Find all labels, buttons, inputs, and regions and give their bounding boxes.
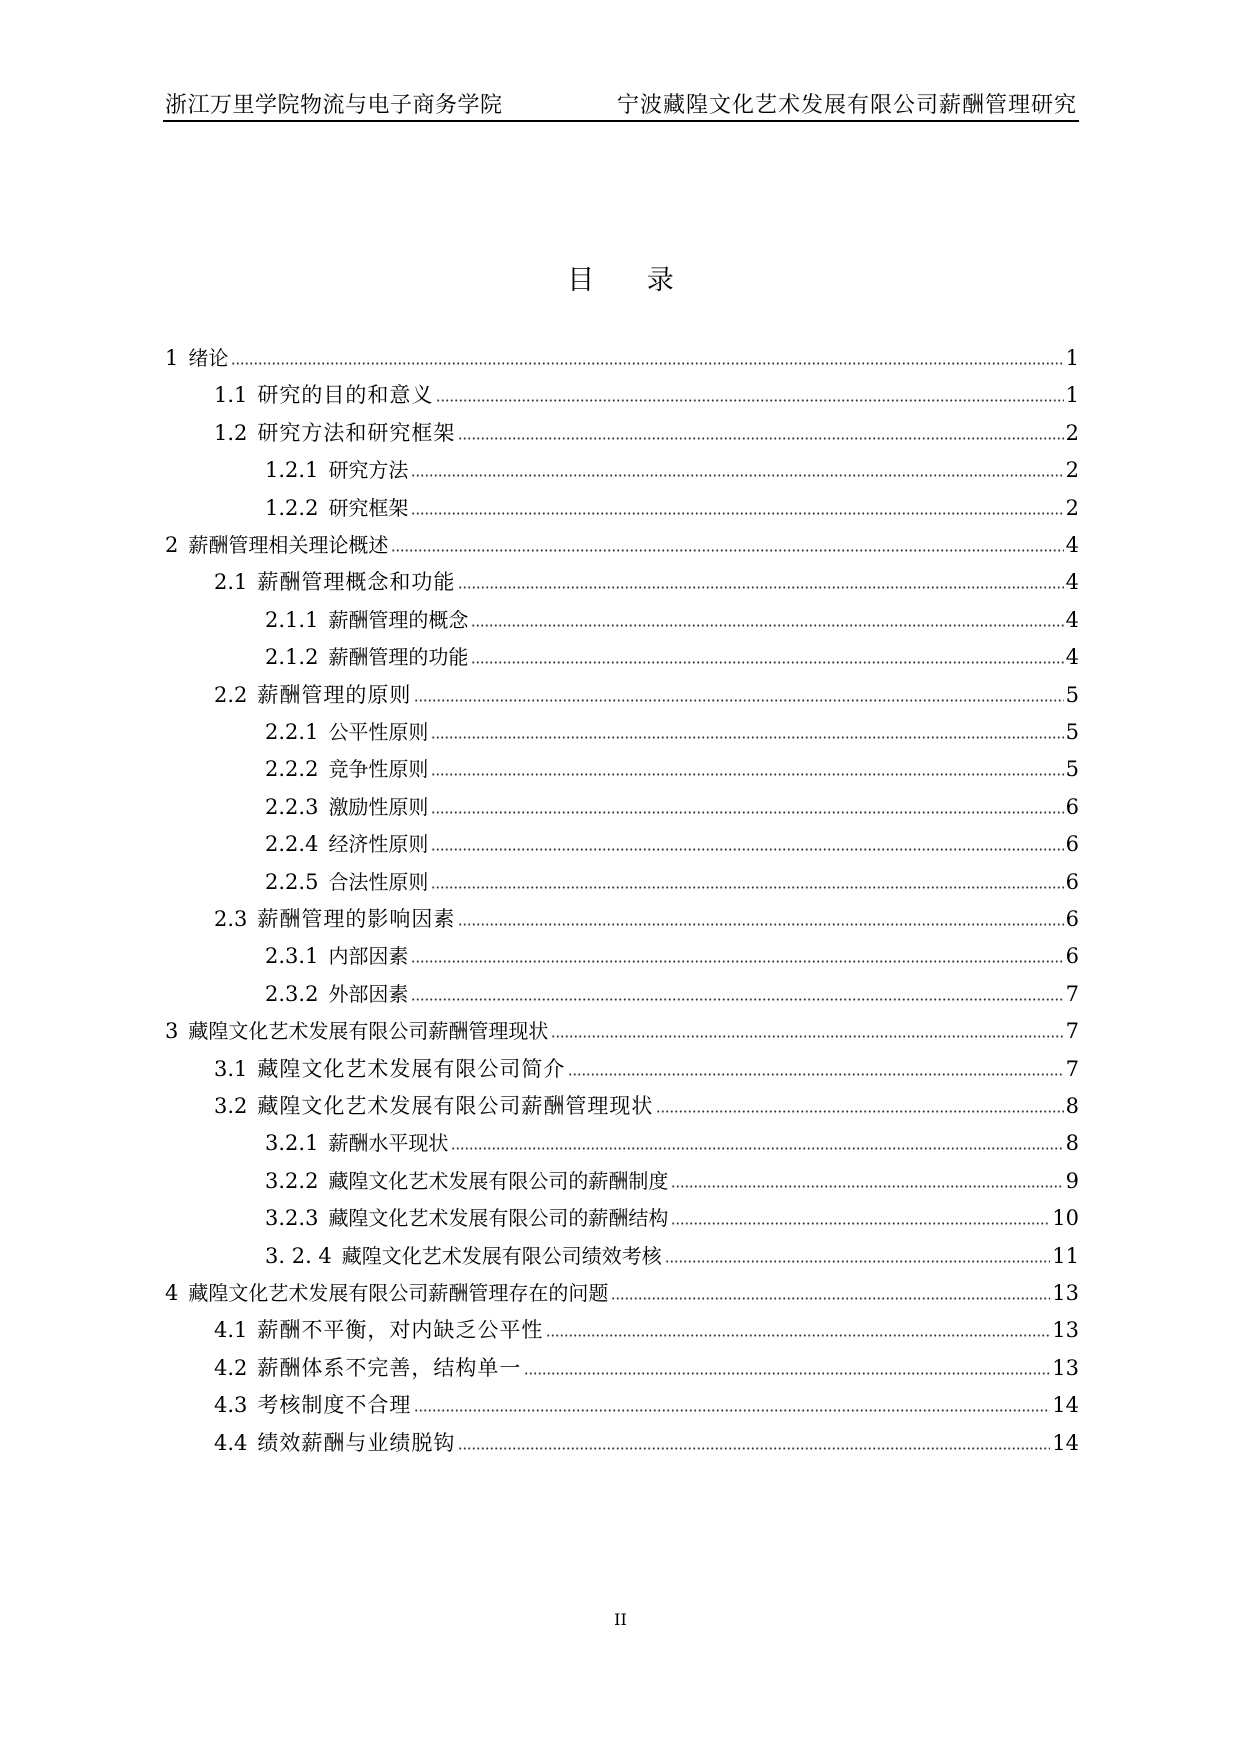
dot-leader	[414, 699, 1063, 702]
toc-entry-page: 4	[1065, 533, 1079, 557]
toc-entry-page: 5	[1065, 720, 1079, 744]
toc-entry-number: 2.1.2	[265, 645, 319, 670]
toc-entry[interactable]	[214, 1051, 1079, 1081]
toc-entry[interactable]	[265, 751, 1079, 781]
toc-entry-title: 内部因素	[328, 944, 409, 969]
dot-leader	[458, 923, 1063, 926]
toc-entry-page: 5	[1065, 682, 1079, 707]
dot-leader	[431, 886, 1063, 889]
toc-entry-page: 2	[1065, 495, 1079, 520]
toc-entry-title: 外部因素	[328, 981, 409, 1006]
toc-entry[interactable]	[214, 901, 1079, 931]
toc-entry-page: 8	[1065, 1094, 1079, 1118]
toc-entry-title: 研究的目的和意义	[257, 383, 434, 408]
toc-entry-title: 藏隍文化艺术发展有限公司薪酬管理存在的问题	[188, 1281, 609, 1305]
dot-leader	[551, 1035, 1063, 1038]
toc-entry-number: 3.2	[214, 1094, 248, 1118]
toc-entry-number: 1.2.1	[265, 458, 319, 483]
toc-entry-title: 薪酬管理概念和功能	[257, 570, 456, 595]
toc-entry-page: 14	[1052, 1393, 1079, 1418]
toc-entry-page: 13	[1052, 1318, 1079, 1343]
toc-entry-title: 经济性原则	[328, 832, 429, 857]
toc-entry[interactable]	[265, 639, 1079, 669]
toc-entry-page: 10	[1052, 1206, 1079, 1231]
toc-entry-page: 11	[1052, 1243, 1079, 1268]
toc-entry-page: 1	[1065, 346, 1079, 370]
toc-entry[interactable]	[265, 789, 1079, 819]
toc-entry[interactable]	[214, 415, 1079, 445]
toc-entry-number: 2.2.3	[265, 794, 319, 819]
toc-entry-title: 考核制度不合理	[257, 1393, 412, 1418]
toc-entry-title: 研究方法和研究框架	[257, 420, 456, 445]
toc-entry[interactable]	[265, 602, 1079, 632]
toc-entry[interactable]	[265, 976, 1079, 1006]
toc-entry-title: 绪论	[188, 346, 229, 370]
toc-entry-page: 2	[1065, 420, 1079, 445]
toc-entry-number: 3.2.3	[265, 1206, 319, 1231]
dot-leader	[471, 661, 1063, 664]
toc-entry-number: 2.1.1	[265, 607, 319, 632]
dot-leader	[656, 1110, 1063, 1113]
toc-entry-number: 1.2	[214, 420, 248, 445]
toc-entry-page: 2	[1065, 458, 1079, 483]
toc-entry-title: 薪酬管理的影响因素	[257, 907, 456, 931]
toc-entry-page: 14	[1052, 1430, 1079, 1455]
toc-entry[interactable]	[214, 1312, 1079, 1342]
toc-entry-title: 竞争性原则	[328, 757, 429, 782]
dot-leader	[411, 512, 1063, 515]
dot-leader	[411, 960, 1063, 963]
toc-entry-page: 7	[1065, 981, 1079, 1006]
toc-entry-number: 3	[165, 1019, 179, 1044]
toc-entry-page: 6	[1065, 832, 1079, 857]
toc-entry-number: 3. 2. 4	[265, 1243, 332, 1268]
dot-leader	[411, 474, 1063, 477]
toc-entry-number: 2.2.4	[265, 832, 319, 857]
toc-entry[interactable]	[265, 826, 1079, 856]
toc-entry-number: 4.3	[214, 1393, 248, 1418]
toc-entry[interactable]	[165, 527, 1079, 557]
dot-leader	[524, 1372, 1050, 1375]
toc-entry-number: 3.1	[214, 1056, 248, 1081]
toc-entry[interactable]	[214, 1387, 1079, 1417]
toc-entry-page: 6	[1065, 907, 1079, 931]
dot-leader	[671, 1222, 1050, 1225]
dot-leader	[546, 1334, 1050, 1337]
toc-entry-number: 4.1	[214, 1318, 248, 1343]
dot-leader	[458, 586, 1063, 589]
toc-entry-title: 藏隍文化艺术发展有限公司绩效考核	[341, 1243, 662, 1268]
toc-entry-number: 1.2.2	[265, 495, 319, 520]
toc-entry-page: 6	[1065, 944, 1079, 969]
page-number: II	[614, 1610, 627, 1629]
dot-leader	[568, 1073, 1063, 1076]
toc-entry-number: 3.2.2	[265, 1168, 319, 1193]
toc-entry-page: 4	[1065, 570, 1079, 595]
dot-leader	[458, 1447, 1050, 1450]
dot-leader	[665, 1260, 1050, 1263]
toc-entry-title: 研究框架	[328, 495, 409, 520]
toc-entry-number: 2.2.1	[265, 720, 319, 744]
toc-entry[interactable]	[265, 1163, 1079, 1193]
toc-entry[interactable]	[165, 340, 1079, 370]
toc-entry[interactable]	[165, 1275, 1079, 1305]
dot-leader	[436, 399, 1063, 402]
page-header	[163, 86, 1079, 122]
toc-entry[interactable]	[265, 1200, 1079, 1230]
toc-entry[interactable]	[265, 864, 1079, 894]
toc-entry-title: 藏隍文化艺术发展有限公司的薪酬制度	[328, 1168, 669, 1193]
toc-entry-page: 6	[1065, 869, 1079, 894]
toc-entry-page: 8	[1065, 1131, 1079, 1156]
toc-entry-number: 2.3	[214, 907, 248, 931]
toc-entry-title: 薪酬管理相关理论概述	[188, 533, 389, 557]
toc-entry-number: 2.2.2	[265, 757, 319, 782]
dot-leader	[431, 773, 1063, 776]
toc-entry-number: 4.2	[214, 1355, 248, 1380]
toc-entry-page: 4	[1065, 645, 1079, 670]
toc-entry[interactable]	[214, 377, 1079, 407]
toc-entry-page: 1	[1065, 383, 1079, 408]
toc-entry-page: 7	[1065, 1019, 1079, 1044]
toc-entry-number: 4	[165, 1281, 179, 1305]
toc-entry[interactable]	[265, 714, 1079, 744]
toc-entry-title: 藏隍文化艺术发展有限公司简介	[257, 1056, 566, 1081]
toc-entry-title: 薪酬体系不完善，结构单一	[257, 1355, 522, 1380]
toc-entry-number: 2.3.1	[265, 944, 319, 969]
toc-entry-title: 薪酬不平衡，对内缺乏公平性	[257, 1318, 544, 1343]
toc-entry-page: 5	[1065, 757, 1079, 782]
toc-entry-number: 2.1	[214, 570, 248, 595]
toc-entry[interactable]	[214, 677, 1079, 707]
toc-entry-title: 薪酬管理的功能	[328, 645, 469, 670]
toc-entry-page: 7	[1065, 1056, 1079, 1081]
toc-entry-title: 公平性原则	[328, 720, 429, 744]
dot-leader	[231, 362, 1063, 365]
toc-entry-page: 13	[1052, 1281, 1079, 1305]
toc-entry-title: 藏隍文化艺术发展有限公司薪酬管理现状	[188, 1019, 549, 1044]
dot-leader	[451, 1147, 1063, 1150]
toc-entry-number: 2	[165, 533, 179, 557]
toc-entry-page: 6	[1065, 794, 1079, 819]
toc-entry-number: 4.4	[214, 1430, 248, 1455]
toc-title: 目 录	[567, 265, 696, 296]
toc-entry-number: 2.2	[214, 682, 248, 707]
toc-entry[interactable]	[214, 1350, 1079, 1380]
toc-entry[interactable]	[214, 564, 1079, 594]
toc-entry-title: 薪酬管理的原则	[257, 682, 412, 707]
dot-leader	[671, 1185, 1063, 1188]
toc-entry-page: 4	[1065, 607, 1079, 632]
header-thesis-title: 宁波藏隍文化艺术发展有限公司薪酬管理研究	[616, 93, 1077, 118]
dot-leader	[458, 437, 1063, 440]
toc-entry[interactable]	[265, 1238, 1079, 1268]
dot-leader	[471, 624, 1063, 627]
toc-entry-title: 绩效薪酬与业绩脱钩	[257, 1430, 456, 1455]
dot-leader	[414, 1409, 1050, 1412]
toc-entry-title: 薪酬管理的概念	[328, 607, 469, 632]
toc-entry-number: 1.1	[214, 383, 248, 408]
toc-entry[interactable]	[214, 1425, 1079, 1455]
toc-entry-title: 藏隍文化艺术发展有限公司的薪酬结构	[328, 1206, 669, 1231]
dot-leader	[411, 998, 1063, 1001]
toc-entry-title: 激励性原则	[328, 794, 429, 819]
toc-entry-title: 合法性原则	[328, 869, 429, 894]
toc-entry-page: 13	[1052, 1355, 1079, 1380]
dot-leader	[431, 811, 1063, 814]
dot-leader	[611, 1297, 1050, 1300]
toc-entry[interactable]	[165, 1013, 1079, 1043]
toc-entry-number: 3.2.1	[265, 1131, 319, 1156]
toc-entry-title: 薪酬水平现状	[328, 1131, 449, 1156]
toc-entry-number: 2.2.5	[265, 869, 319, 894]
toc-entry-number: 2.3.2	[265, 981, 319, 1006]
toc-entry-title: 研究方法	[328, 458, 409, 483]
toc-entry[interactable]	[265, 490, 1079, 520]
dot-leader	[431, 736, 1063, 739]
header-school: 浙江万里学院物流与电子商务学院	[165, 93, 503, 118]
toc-entry[interactable]	[265, 938, 1079, 968]
toc-entry[interactable]	[214, 1088, 1079, 1118]
toc-entry[interactable]	[265, 1125, 1079, 1155]
toc-entry[interactable]	[265, 452, 1079, 482]
dot-leader	[391, 549, 1063, 552]
toc-entry-number: 1	[165, 346, 179, 370]
dot-leader	[431, 848, 1063, 851]
toc-entry-title: 藏隍文化艺术发展有限公司薪酬管理现状	[257, 1094, 654, 1118]
toc-entry-page: 9	[1065, 1168, 1079, 1193]
